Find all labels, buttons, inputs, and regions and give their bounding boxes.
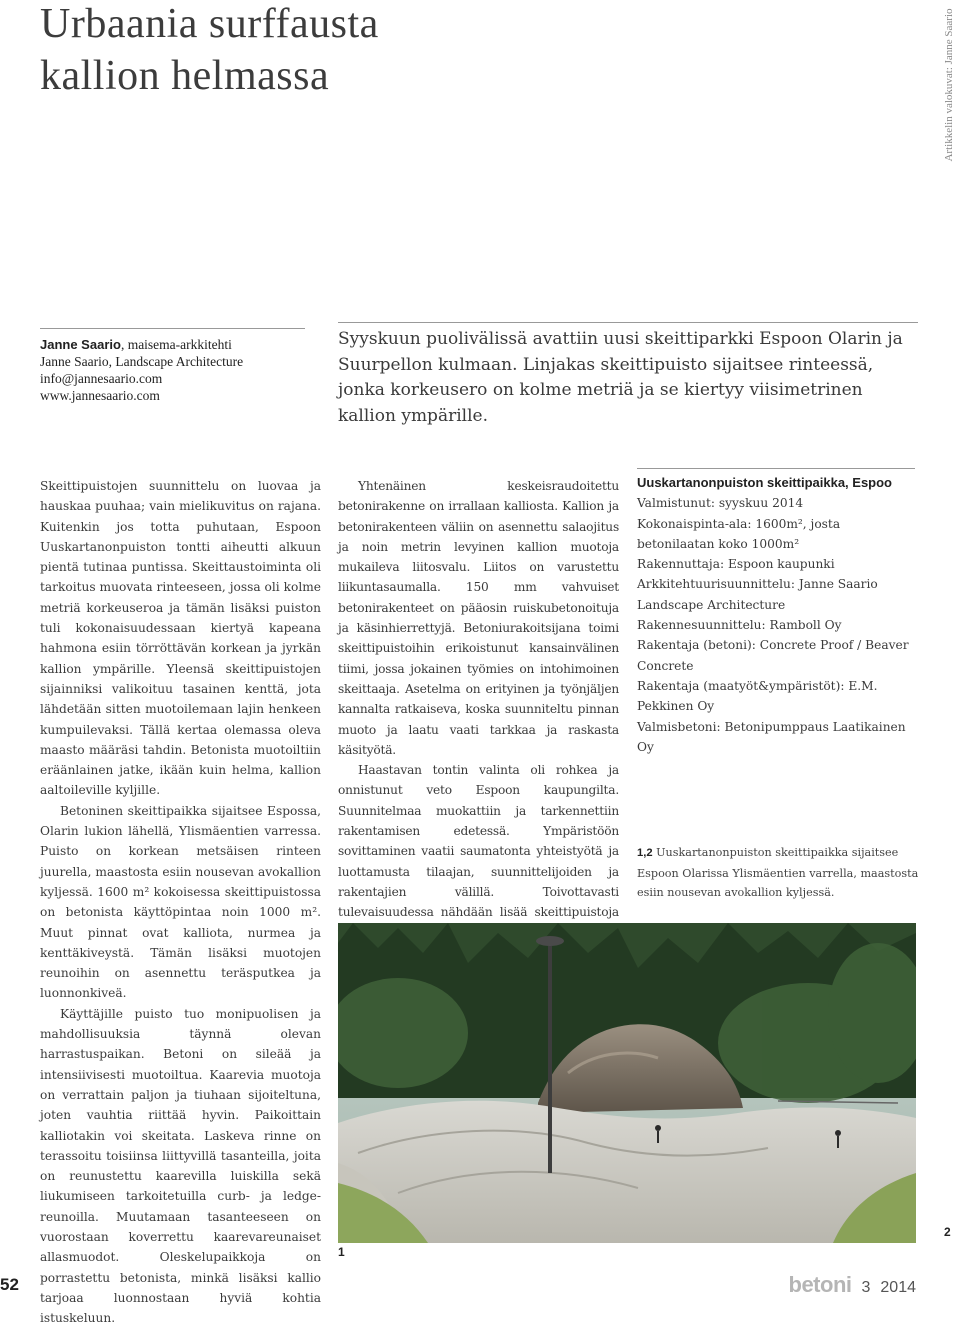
article-title-line2: kallion helmassa bbox=[40, 53, 330, 99]
body-paragraph: Yhtenäinen keskeisraudoitettu betonirakenne on irrallaan kalliosta. Kallion ja betonirakenteen väliin on asennettu salaojitus ja noin metrin levyinen kallion muotoja mukaileva liitosvalu. Liitos on varustettu liikuntasaumalla. 150 mm vahvuiset betonirakenteet on pääosin ruiskubetonoituja ja käsinhierrettyjä. Betoniurakoitsijana toimi skeittipuistoihin erikoistunut kansainvälinen tiimi, jossa jokainen työmies on intohimoinen skeittaaja. Asetelma on erityinen ja työnjäljen kannalta ratkaiseva, koska suunniteltu pinnan muoto ja laatu vaati tarkkaa ja raskasta käsityötä. bbox=[338, 479, 619, 757]
article-title-line1: Urbaania surffausta bbox=[40, 1, 379, 47]
fact-line: Rakentaja (maatyöt&ympäristöt): E.M. Pekkinen Oy bbox=[637, 678, 878, 714]
fact-line: Rakennesuunnittelu: Ramboll Oy bbox=[637, 618, 842, 633]
issue-number: 3 bbox=[861, 1279, 871, 1296]
author-name-line bbox=[40, 336, 305, 353]
author-email[interactable]: info@jannesaario.com bbox=[40, 371, 163, 386]
fact-line: Rakennuttaja: Espoon kaupunki bbox=[637, 557, 835, 572]
facts-heading: Uuskartanonpuiston skeittipaikka, Espoo bbox=[637, 475, 892, 490]
body-paragraph: Betoninen skeittipaikka sijaitsee Espossa, Olarin lukion lähellä, Ylismäentien varressa. Puisto on korkean metsäisen rinteen juurella, maastosta esiin nousevan avokallion kyljessä. 1600 m² kokoisessa skeittipuistossa on betonista käyttöpintaa noin 1000 m². Muut pinnat ovat kalliota, nurmea ja kenttäkiveystä. Tämän lisäksi muotojen reunoihin on asennettu teräsputkea ja luonnonkiveä. bbox=[40, 803, 321, 1001]
photo-credit-text: Artikkelin valokuvat: Janne Saario bbox=[943, 8, 955, 162]
author-role: , maisema-arkkitehti bbox=[120, 337, 232, 352]
body-column-1 bbox=[40, 476, 321, 1328]
author-company: Janne Saario, Landscape Architecture bbox=[40, 354, 244, 369]
figure-number: 1 bbox=[338, 1245, 345, 1259]
body-paragraph: Haastavan tontin valinta oli rohkea ja onnistunut veto Espoon kaupungilta. Suunnitelmaa muokattiin ja tarkennettiin rakentamisen edetessä. Ympäristöön sovittaminen vaatii saumatonta yhteistyötä ja luottamusta tilaajan, suunnittelijoiden ja rakentajien välillä. Toivottavasti tulevaisuudessa nähdään lisää skeittipuistoja bbox=[338, 763, 619, 920]
fact-line: Arkkitehtuurisuunnittelu: Janne Saario Landscape Architecture bbox=[637, 577, 878, 612]
author-block bbox=[40, 328, 305, 404]
footer bbox=[789, 1272, 917, 1298]
caption-number: 1,2 bbox=[637, 847, 653, 859]
author-name: Janne Saario bbox=[40, 337, 121, 352]
project-facts bbox=[637, 468, 915, 757]
page-number: 52 bbox=[0, 1275, 19, 1294]
fact-line: Kokonaispinta-ala: 1600m², josta betonilaatan koko 1000m² bbox=[637, 516, 841, 551]
body-paragraph: Skeittipuistojen suunnittelu on luovaa ja hauskaa puuhaa; vain mielikuvitus on rajana. Kuitenkin jos totta puhutaan, Espoon Uuskartanonpuiston tontti aiheutti alkuun pientä tutinaa puntissa. Skeittaustoiminta oli tarkoitus muovata rinteeseen, jossa oli kolme metriä korkeuseroa ja tämän lisäksi puiston tuli kokonaisuudessaan kiertyä kapeana hahmona esiin törröttävän korkean ja jyrkän kallion ympärille. Yleensä skeittipuistojen sijainniksi valikoituu tasainen kenttä, jota lähdetään sitten muotoilemaan lajin henkeen kumpuilevaksi. Tällä kertaa olemassa oleva maasto määräsi tahdin. Betonista muotoiltiin eräänlainen jatke, ikään kuin helma, kallion aaltoileville kyljille. bbox=[40, 479, 321, 798]
lead-paragraph bbox=[338, 322, 918, 429]
article-title bbox=[40, 0, 600, 102]
lead-text: Syyskuun puolivälissä avattiin uusi skeittiparkki Espoon Olarin ja Suurpellon kulmaan. Linjakas skeittipuisto sijaitsee rinteessä, jonka korkeusero on kolme metriä ja se kiertyy viisimetrinen kallion ympärille. bbox=[338, 329, 903, 426]
skatepark-illustration bbox=[338, 923, 916, 1243]
body-column-2 bbox=[338, 476, 619, 963]
author-website[interactable]: www.jannesaario.com bbox=[40, 388, 160, 403]
caption-text: Uuskartanonpuiston skeittipaikka sijaitsee Espoon Olarissa Ylismäentien varrella, maastosta esiin nousevan avokallion kyljessä. bbox=[637, 846, 919, 899]
photo-credit bbox=[938, 0, 960, 170]
figure-caption bbox=[637, 843, 919, 903]
fact-line: Valmisbetoni: Betonipumppaus Laatikainen Oy bbox=[637, 719, 906, 754]
fact-line: Valmistunut: syyskuu 2014 bbox=[637, 496, 804, 511]
magazine-logo: betoni bbox=[788, 1272, 852, 1297]
figure-side-number: 2 bbox=[944, 1225, 951, 1239]
fact-line: Rakentaja (betoni): Concrete Proof / Beaver Concrete bbox=[637, 638, 909, 673]
skatepark-photo bbox=[338, 923, 916, 1243]
issue-year: 2014 bbox=[880, 1279, 916, 1296]
body-paragraph: Käyttäjille puisto tuo monipuolisen ja mahdollisuuksia täynnä olevan harrastuspaikan. Betoni on sileää ja intensiivisesti muotoiltua. Kaarevia muotoja on verrattain paljon ja tiuhaan sijoiteltuna, joten vauhtia riittää hyvin. Paikoittain kalliotakin voi skeitata. Laskeva rinne on terassoitu toisiinsa liittyvillä tasanteilla, joita on reunustettu kaarevilla luiskilla sekä liukumiseen tarkoitetuilla curb- ja ledge-reunoilla. Muutamaan tasanteeseen on vuorostaan koverrettu kaarevareunaiset allasmuodot. Oleskelupaikkoja on porrastettu betonista, minkä lisäksi kallio tarjoaa luonnostaan hyviä kohtia istuskeluun. bbox=[40, 1006, 321, 1326]
